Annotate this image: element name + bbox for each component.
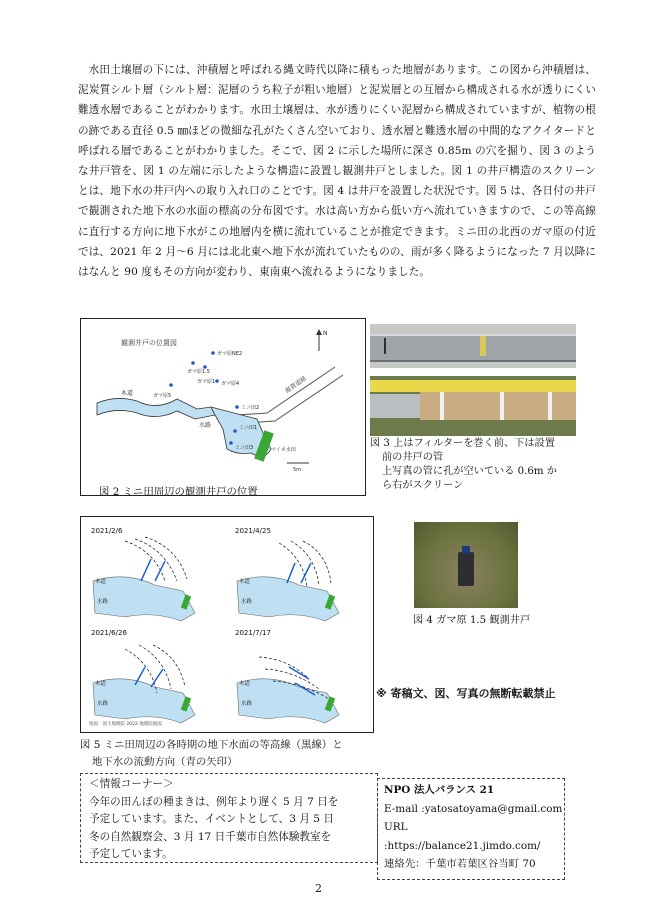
npo-name: NPO 法人バランス 21 xyxy=(384,784,495,796)
info-line: 今年の田んぼの種まきは、例年より遅く 5 月 7 日を xyxy=(89,795,339,808)
fig5-date-label: 2021/7/17 xyxy=(235,629,271,637)
road-label: 縦貫道路 xyxy=(284,375,308,395)
fig5-caption-line: 図 5 ミニ田周辺の各時期の地下水面の等高線（黒線）と xyxy=(80,739,343,751)
figure-2-map xyxy=(87,323,359,479)
well-label: ガマ原1.5 xyxy=(187,369,210,375)
info-title: ＜情報コーナー＞ xyxy=(89,778,174,790)
body-paragraph: 水田土壌層の下には、沖積層と呼ばれる縄文時代以降に積もった地層があります。この図から沖積層は、泥炭質シルト層（シルト層：泥層のうち粒子が粗い地層）と泥炭層との互層から構成される水が透りにくい難透水層であることがわかります。水田土壌層は、水が透りにくい泥層から構成されていますが、植物の根の跡である直径 0.5 ㎜ほどの微細な孔がたくさん空いており、透水層と難透水層の中間的なアクイタードと呼ばれる層であることがわかりました。そこで、図 2 に示した場所に深さ 0.85m の穴を掘り、図 3 のような井戸管を、図 1 の左端に示したような構造に設置し観測井戸としました。図 1 の井戸構造のスクリーンとは、地下水の井戸内への取り入れ口のことです。図 4 は井戸を設置した状況です。図 5 は、各日付の井戸で観測された地下水の水面の標高の分布図です。水は高い方から低い方へ流れていきますので、この等高線に直行する方向に地下水がこの地層内を横に流れていることが推定できます。ミニ田の北西のガマ原の付近では、2021 年 2 月～6 月には北北東へ地下水が流れていたものの、雨が多く降るようになった 7 月以降にはなんと 90 度もその方向が変わり、東南東へ流れるようになりました。 xyxy=(78,64,596,279)
fig4-caption: 図 4 ガマ原 1.5 観測井戸 xyxy=(413,615,531,626)
fig3-caption-line: 図 3 上はフィルターを巻く前、下は設置 xyxy=(370,438,555,449)
well-label: ガマ原NE2 xyxy=(217,351,243,357)
fig5-date-label: 2021/4/25 xyxy=(235,527,271,535)
figure-5-maps xyxy=(81,517,373,732)
well-label: ミニ田1 xyxy=(239,425,258,431)
page-number: 2 xyxy=(315,882,322,895)
pipe-photo-top xyxy=(370,324,576,368)
fig5-waterway-label: 水路 xyxy=(97,599,109,605)
pipe-photo-bottom xyxy=(370,376,576,436)
well-label: ガマ原4 xyxy=(221,381,240,387)
well-label: ガマ原5 xyxy=(153,393,172,399)
figure-2-frame xyxy=(80,318,366,496)
info-line: 予定しています。また、イベントとして、3 月 5 日 xyxy=(89,813,334,825)
body-text xyxy=(78,60,596,282)
fig5-waterway-label: 水路 xyxy=(241,599,253,605)
fig5-boardwalk-label: 木道 xyxy=(239,579,251,585)
fig2-caption: 図 2 ミニ田周辺の観測井戸の位置 xyxy=(99,486,258,498)
copyright-notice: ※ 寄稿文、図、写真の無断転載禁止 xyxy=(376,687,556,700)
well-label: ガマ原1 xyxy=(197,379,216,385)
npo-url[interactable]: URL :https://balance21.jimdo.com/ xyxy=(384,821,541,852)
fig3-caption-line: 上写真の管に孔が空いている 0.6m か xyxy=(382,466,557,477)
scale-label: 5m xyxy=(293,467,302,473)
fig3-caption-line: 前の井戸の管 xyxy=(382,452,444,463)
npo-contact-box xyxy=(377,778,565,880)
fig5-map-credit: 地図：国土地理院 2022 地理院地図 xyxy=(89,722,162,727)
fig5-boardwalk-label: 木道 xyxy=(95,579,107,585)
well-photo xyxy=(414,522,518,608)
well-label: ミニ田3 xyxy=(235,445,254,451)
fig5-waterway-label: 水路 xyxy=(97,701,109,707)
well-label: ミニ田2 xyxy=(241,405,260,411)
fig5-date-label: 2021/6/26 xyxy=(91,629,127,637)
fig5-caption-line: 地下水の流動方向（青の矢印） xyxy=(92,756,238,768)
waterway-label: 水路 xyxy=(199,422,212,429)
figure-5-frame xyxy=(80,516,374,733)
info-corner-box xyxy=(80,773,378,863)
fig3-caption-line: ら右がスクリーン xyxy=(382,480,464,491)
npo-email[interactable]: E-mail :yatosatoyama@gmail.com xyxy=(384,802,563,815)
fig5-waterway-label: 水路 xyxy=(241,701,253,707)
fig5-boardwalk-label: 木道 xyxy=(95,681,107,687)
boardwalk-label: 木道 xyxy=(121,390,134,397)
north-label: N xyxy=(323,330,328,337)
fig5-boardwalk-label: 木道 xyxy=(239,681,251,687)
fig3-caption xyxy=(370,437,557,493)
paddy-label: マイネ水田 xyxy=(271,447,296,453)
fig2-map-title: 観測井戸の位置図 xyxy=(121,339,177,347)
fig5-date-label: 2021/2/6 xyxy=(91,527,123,535)
fig5-caption xyxy=(80,737,343,771)
info-line: 冬の自然観察会、3 月 17 日千葉市自然体験教室を xyxy=(89,830,332,843)
info-line: 予定しています。 xyxy=(89,848,173,860)
npo-address: 連絡先：千葉市若葉区谷当町 70 xyxy=(384,858,536,870)
